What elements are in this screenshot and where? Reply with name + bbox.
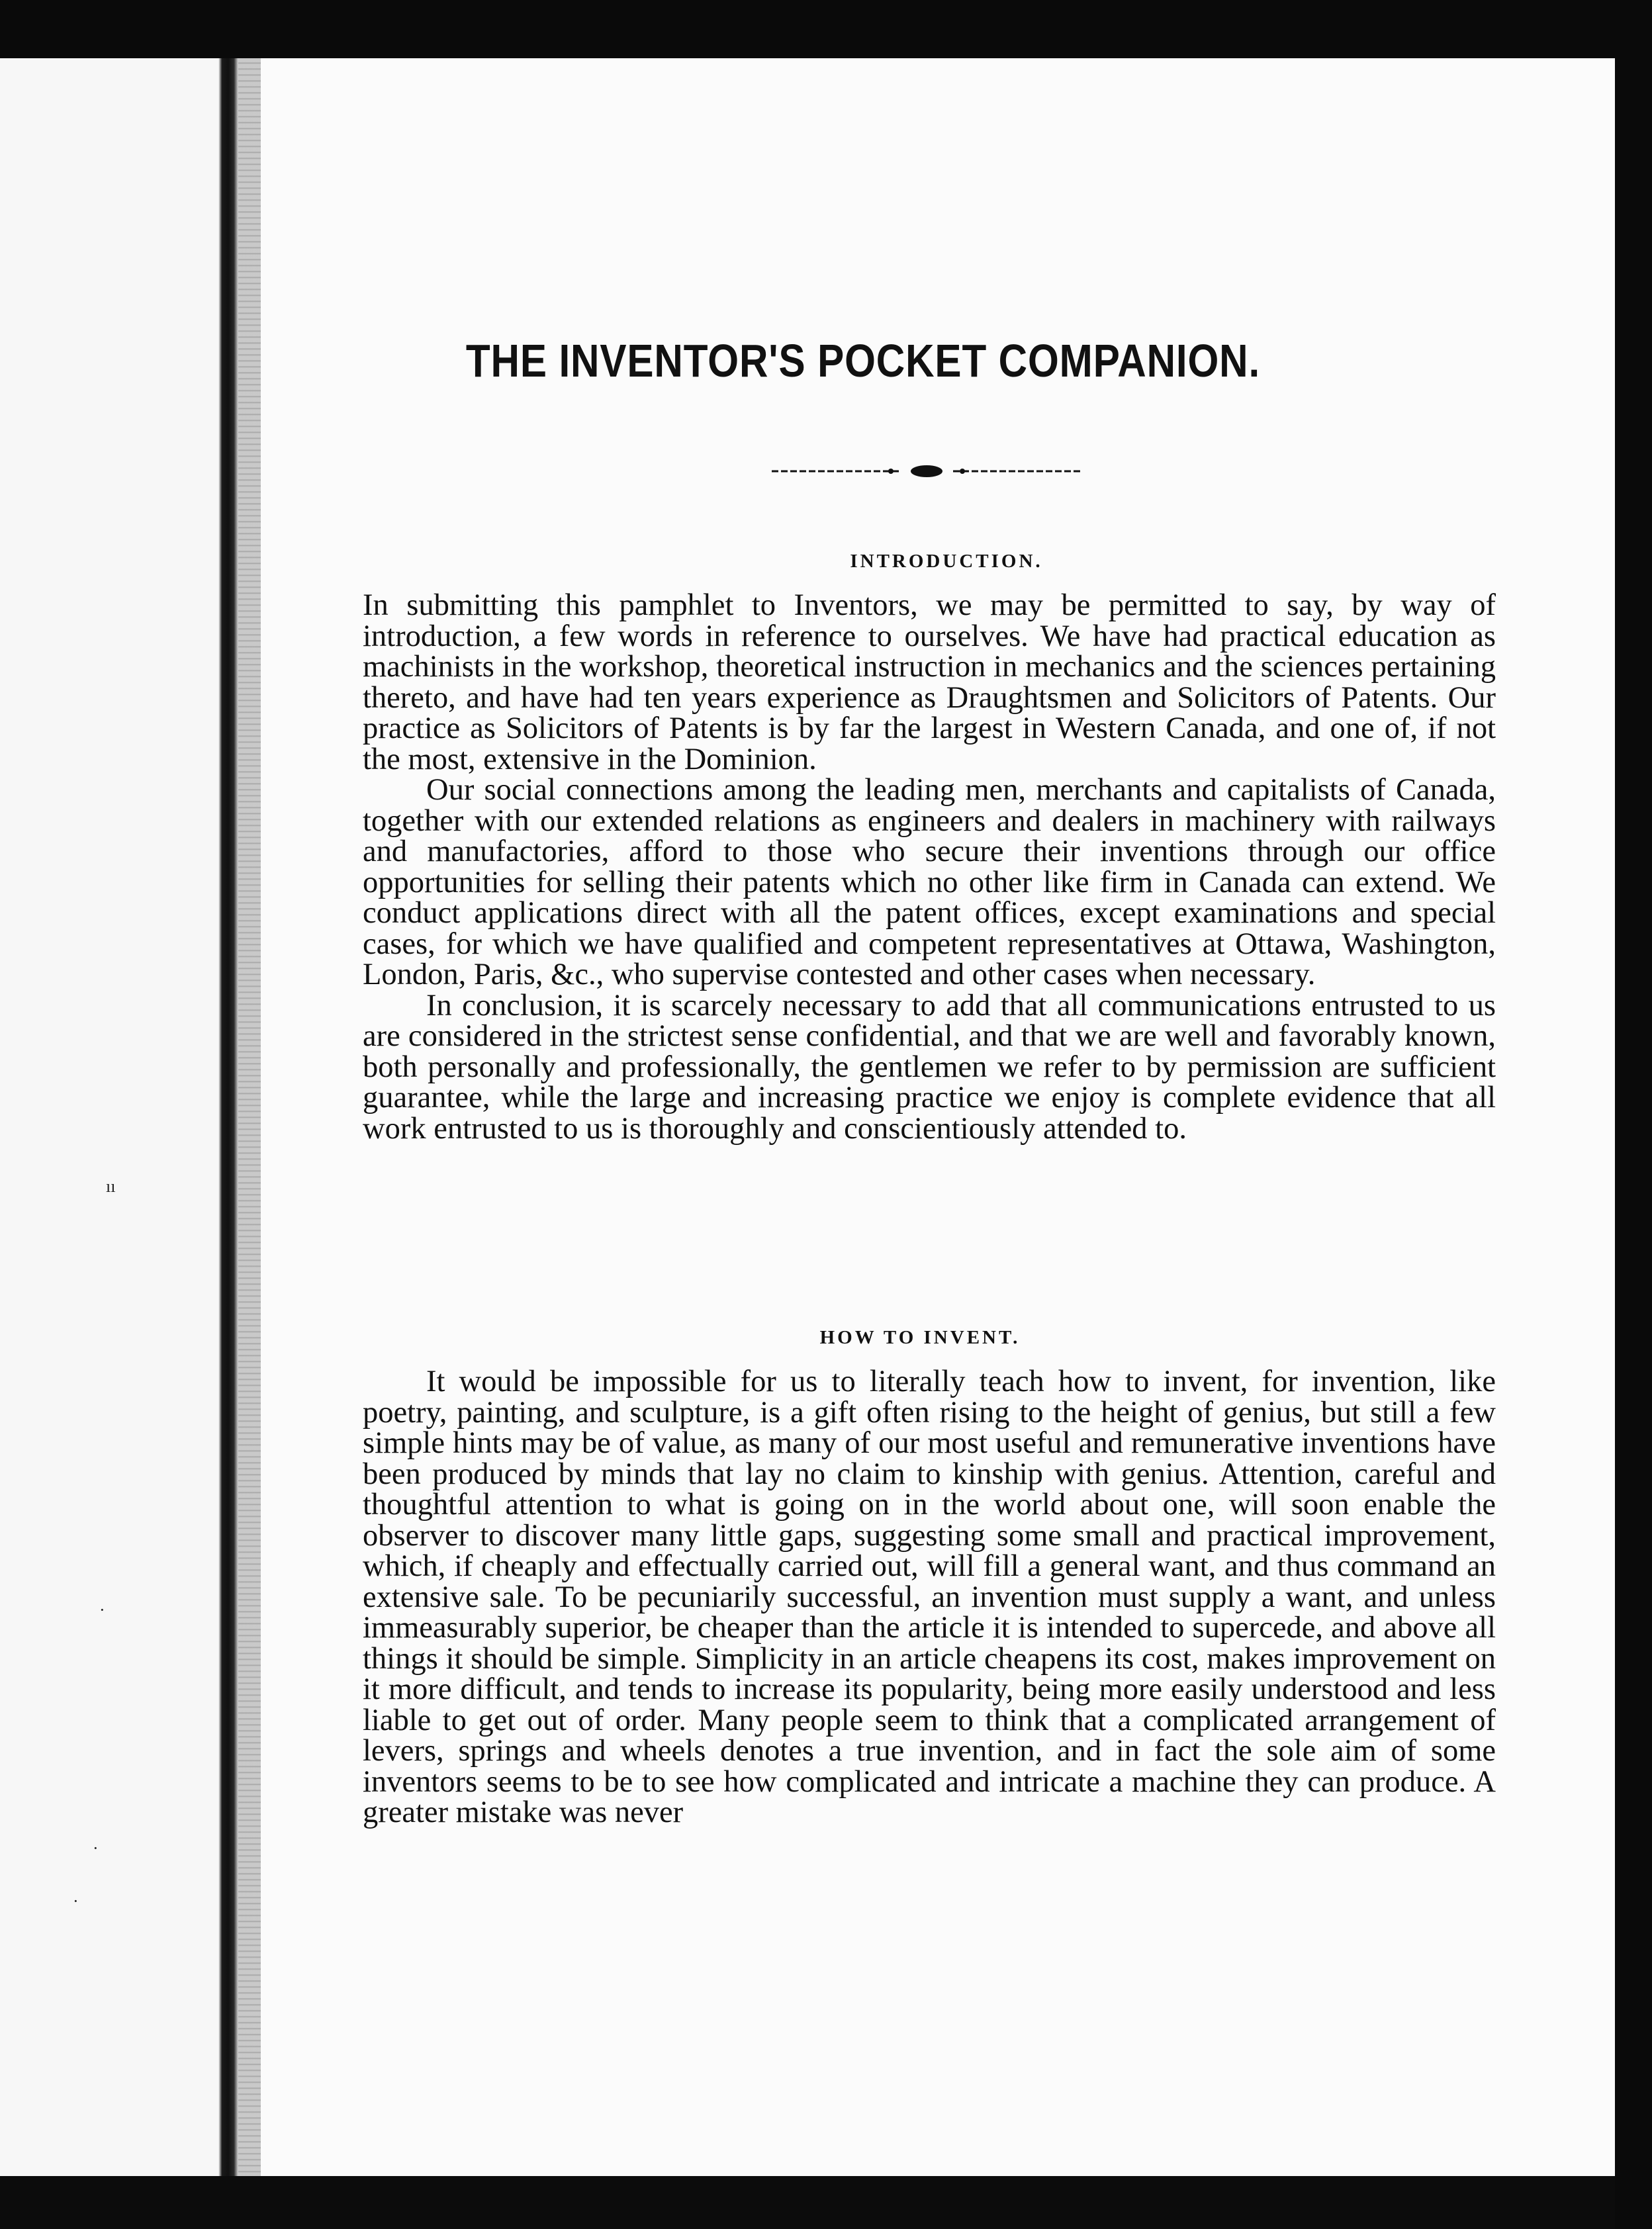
margin-mark: ıı bbox=[106, 1177, 116, 1196]
paragraph: It would be impossible for us to literally teach how to invent, for invention, like poetry, painting, and sculpture, is a gift often rising to the height of genius, but still a few simple hints may be of value, as many of our most useful and remunerative inventions have been produced by minds that lay no claim to kinship with genius. Attention, careful and thoughtful attention to what is going on in the world about one, will soon enable the observer to discover many little gaps, suggesting some small and practical improvement, which, if cheaply and effectually carried out, will fill a general want, and thus command an extensive sale. To be pecuniarily successful, an invention must supply a want, and unless immeasurably superior, be cheaper than the article it is intended to supercede, and above all things it should be simple. Simplicity in an article cheapens its cost, makes improvement on it more difficult, and tends to increase its popularity, being more easily understood and less liable to get out of order. Many people seem to think that a complicated arrangement of levers, springs and wheels denotes a true invention, and in fact the sole aim of some inventors seems to be to see how complicated and intricate a machine they can produce. A greater mistake was never bbox=[363, 1365, 1496, 1829]
section-heading-how-to-invent: HOW TO INVENT. bbox=[819, 1327, 1021, 1348]
decorative-rule-ornament bbox=[768, 463, 1085, 479]
scan-right-border bbox=[1615, 0, 1652, 2229]
paragraph: In submitting this pamphlet to Inventors, we may be permitted to say, by way of introduction, a few words in reference to ourselves. We have had practical education as machinists in the workshop, theoretical instruction in mechanics and the sciences pertaining thereto, and have had ten years experience as Draughtsmen and Solicitors of Patents. Our practice as Solicitors of Patents is by far the largest in Western Canada, and one of, if not the most, extensive in the Dominion. bbox=[363, 588, 1496, 776]
margin-mark: · bbox=[93, 1839, 99, 1858]
introduction-body bbox=[363, 590, 1496, 1144]
page-title: THE INVENTOR'S POCKET COMPANION. bbox=[465, 335, 1261, 387]
scan-top-border bbox=[0, 0, 1652, 58]
margin-mark: · bbox=[99, 1600, 105, 1619]
page-stack-edge bbox=[238, 58, 261, 2176]
book-spine-gutter bbox=[218, 58, 238, 2176]
facing-page-edge bbox=[0, 58, 218, 2176]
section-heading-introduction: INTRODUCTION. bbox=[850, 551, 1043, 572]
margin-mark: · bbox=[73, 1891, 79, 1911]
paragraph: In conclusion, it is scarcely necessary to add that all communications entrusted to us are considered in the strictest sense confidential, and that we are well and favorably known, both personally and professionally, the gentlemen we refer to by permission are sufficient guarantee, while the large and increasing practice we enjoy is complete evidence that all work entrusted to us is thoroughly and conscientiously attended to. bbox=[363, 988, 1496, 1146]
paragraph: Our social connections among the leading men, merchants and capitalists of Canada, together with our extended relations as engineers and dealers in machinery with railways and manufactories, afford to those who secure their inventions through our office opportunities for selling their patents which no other like firm in Canada can extend. We conduct applications direct with all the patent offices, except examinations and special cases, for which we have qualified and competent representatives at Ottawa, Washington, London, Paris, &c., who supervise contested and other cases when necessary. bbox=[363, 773, 1496, 991]
how-to-invent-body bbox=[363, 1367, 1496, 1829]
